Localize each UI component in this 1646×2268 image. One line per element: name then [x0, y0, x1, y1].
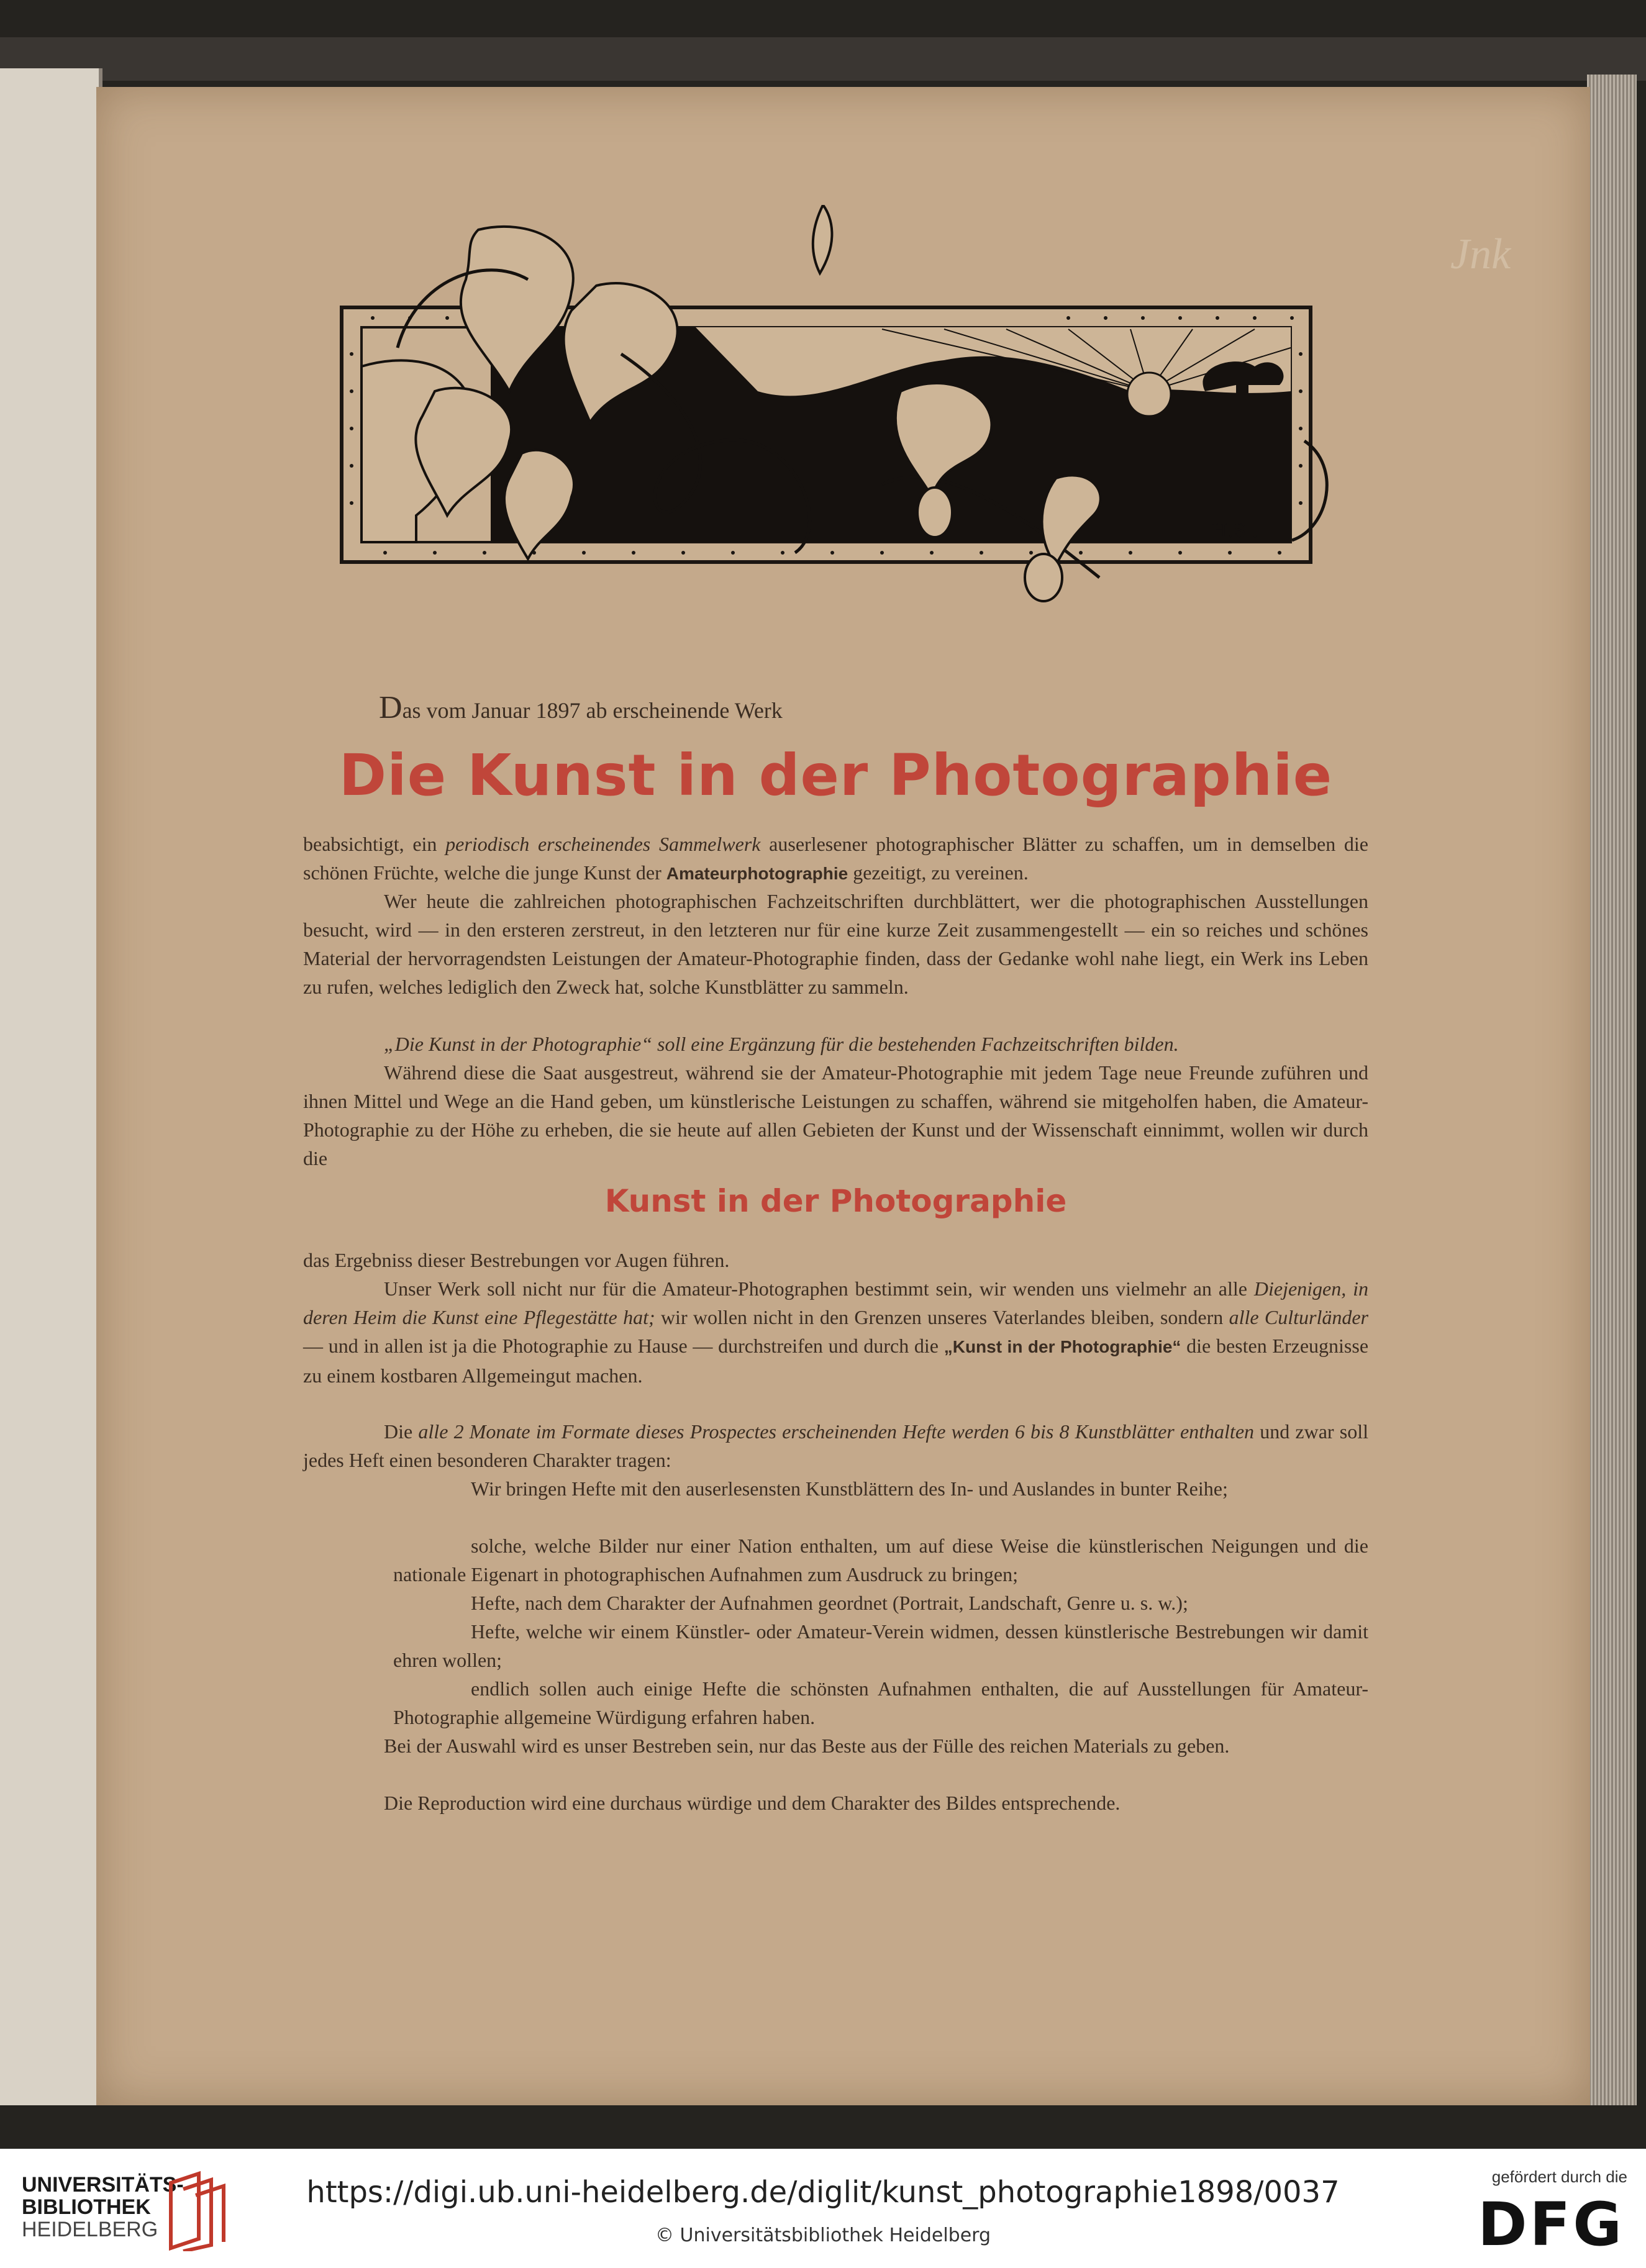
text-run: Amateurphotographie: [666, 864, 848, 883]
text-run: Unser Werk soll nicht nur für die Amateur-Photographen bestimmt sein, wir wenden uns vielmehr an alle: [384, 1277, 1254, 1300]
text-run: alle 2 Monate im Formate dieses Prospectes erscheinenden Hefte werden 6 bis 8 Kunstblätter enthalten: [418, 1420, 1255, 1443]
paragraph-6: [303, 1274, 1368, 1390]
intro-line: [379, 689, 783, 726]
text-run: die besten Erzeugnisse zu einem kostbaren Allgemeingut machen.: [303, 1335, 1369, 1387]
text-run: auserlesener photographischer Blätter zu schaffen, um in demselben die schönen Früchte, welche die junge Kunst der: [303, 833, 1369, 884]
paragraph-8: Bei der Auswahl wird es unser Bestreben sein, nur das Beste aus der Fülle des reichen Materials zu geben.: [384, 1735, 1230, 1757]
paragraph-3: „Die Kunst in der Photographie“ soll eine Ergänzung für die bestehenden Fachzeitschriften bilden.: [384, 1033, 1179, 1055]
paragraph-5: das Ergebniss dieser Bestrebungen vor Augen führen.: [303, 1249, 730, 1271]
subtitle: Kunst in der Photographie: [604, 1183, 1067, 1219]
page-block-edges: [1587, 75, 1637, 2105]
text-run: und zwar soll jedes Heft einen besonderen Charakter tragen:: [303, 1420, 1369, 1471]
facing-page-edge: [0, 68, 102, 2105]
text-run: Diejenigen, in deren Heim die Kunst eine Pflegestätte hat;: [303, 1277, 1369, 1328]
text-run: wir wollen nicht in den Grenzen unseres Vaterlandes bleiben, sondern: [655, 1306, 1229, 1328]
list-item-2: solche, welche Bilder nur einer Nation enthalten, um auf diese Weise die künstlerischen Neigungen und die nationale Eigenart in photographischen Aufnahmen zum Ausdruck zu bringen;: [393, 1535, 1368, 1585]
list-item-1: Wir bringen Hefte mit den auserlesensten Kunstblättern des In- und Auslandes in bunter Reihe;: [471, 1477, 1228, 1500]
intro-first-letter: D: [379, 690, 402, 725]
text-run: beabsichtigt, ein: [303, 833, 446, 855]
list-item-4: Hefte, welche wir einem Künstler- oder Amateur-Verein widmen, dessen künstlerische Bestrebungen wir damit ehren wollen;: [393, 1620, 1368, 1671]
pencil-mark: Jnk: [1450, 230, 1511, 278]
paragraph-1: [303, 830, 1368, 888]
paragraph-7: [303, 1417, 1368, 1474]
page-title: Die Kunst in der Photographie: [339, 742, 1333, 809]
list-item-3: Hefte, nach dem Charakter der Aufnahmen geordnet (Portrait, Landschaft, Genre u. s. w.);: [471, 1592, 1188, 1614]
page-url-link[interactable]: https://digi.ub.uni-heidelberg.de/diglit/kunst_photographie1898/0037: [306, 2175, 1340, 2210]
illustration-signature: H.Sl.: [1211, 520, 1258, 542]
text-run: Die: [384, 1420, 419, 1443]
viewer-footer: [0, 2149, 1646, 2268]
book-cover-edge: [0, 37, 1646, 81]
paragraph-9: Die Reproduction wird eine durchaus würdige und dem Charakter des Bildes entsprechende.: [384, 1792, 1121, 1814]
funding-note: gefördert durch die: [1491, 2167, 1627, 2186]
dfg-logo: DFG: [1477, 2190, 1624, 2259]
text-run: — und in allen ist ja die Photographie zu Hause — durchstreifen und durch die: [303, 1335, 944, 1357]
paragraph-2: Wer heute die zahlreichen photographischen Fachzeitschriften durchblättert, wer die photographischen Ausstellungen besucht, wird — in den ersteren zerstreut, in den letzteren nur für eine kurze Zeit zusammengestellt — ein so reiches und schönes Material der hervorragendsten Leistungen der Amateur-Photographie finden, dass der Gedanke wohl nahe liegt, ein Werk ins Leben zu rufen, welches lediglich den Zweck hat, solche Kunstblätter zu sammeln.: [303, 890, 1368, 998]
text-run: periodisch erscheinendes Sammelwerk: [445, 833, 761, 855]
paragraph-4: Während diese die Saat ausgestreut, während sie der Amateur-Photographie mit jedem Tage neue Freunde zuführen und ihnen Mittel und Wege an die Hand geben, um künstlerische Leistungen zu schaffen, während sie mitgeholfen haben, die Amateur-Photographie zu der Höhe zu erheben, die sie heute auf allen Gebieten der Kunst und der Wissenschaft einnimmt, wollen wir durch die: [303, 1061, 1368, 1169]
text-run: gezeitigt, zu vereinen.: [848, 861, 1029, 884]
text-run: alle Culturländer: [1229, 1306, 1369, 1328]
library-name: UNIVERSITÄTS- BIBLIOTHEK HEIDELBERG: [22, 2173, 184, 2241]
vignette-illustration: [323, 205, 1398, 640]
text-run: „Kunst in der Photographie“: [943, 1337, 1181, 1356]
intro-text: as vom Januar 1897 ab erscheinende Werk: [402, 698, 783, 723]
copyright-notice: © Universitätsbibliothek Heidelberg: [655, 2225, 991, 2246]
list-item-5: endlich sollen auch einige Hefte die schönsten Aufnahmen enthalten, die auf Ausstellungen für Amateur-Photographie allgemeine Würdigung erfahren haben.: [393, 1677, 1368, 1728]
